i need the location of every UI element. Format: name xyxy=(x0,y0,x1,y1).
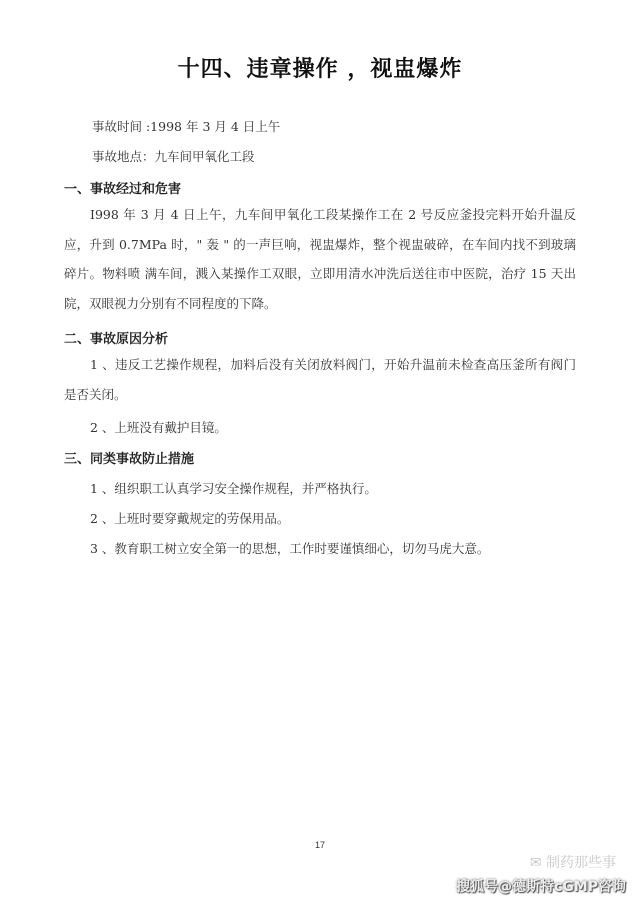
section-1-paragraph: I998 年 3 月 4 日上午，九车间甲氧化工段某操作工在 2 号反应釜投完料开始升温反应，升到 0.7MPa 时，" 轰 " 的一声巨响，视盅爆炸，整个视盅破碎，在车间内找不到玻璃碎片。物料喷 满车间，溅入某操作工双眼，立即用清水冲洗后送往市中医院，治疗 15 天出院，双眼视力分别有不同程度的下降。 xyxy=(64,207,576,311)
watermark-top-text: 制药那些事 xyxy=(546,855,616,871)
section-3-item-3: 3 、教育职工树立安全第一的思想，工作时要谨慎细心，切勿马虎大意。 xyxy=(90,541,490,556)
watermark-main: 搜狐号@德斯特cGMP咨询 xyxy=(456,879,626,895)
section-heading-1: 一、事故经过和危害 xyxy=(64,182,182,197)
section-heading-2: 二、事故原因分析 xyxy=(64,332,169,347)
section-3-item-1: 1 、组织职工认真学习安全操作规程，并严格执行。 xyxy=(90,481,377,496)
section-heading-3: 三、同类事故防止措施 xyxy=(64,452,195,467)
document-title: 十四、违章操作 ，视盅爆炸 xyxy=(177,57,463,82)
accident-time: 事故时间 :1998 年 3 月 4 日上午 xyxy=(92,119,281,134)
section-3-item-2: 2 、上班时要穿戴规定的劳保用品。 xyxy=(90,511,290,526)
section-2-paragraph-1: 1 、违反工艺操作规程，加料后没有关闭放料阀门，开始升温前未检查高压釜所有阀门是否关闭。 xyxy=(64,357,576,402)
section-2-paragraph-2: 2 、上班没有戴护目镜。 xyxy=(90,420,227,435)
accident-place: 事故地点：九车间甲氧化工段 xyxy=(92,149,255,164)
page-number: 17 xyxy=(314,840,325,850)
wechat-icon: ✉︎ xyxy=(529,855,542,871)
watermark-top xyxy=(530,852,616,872)
